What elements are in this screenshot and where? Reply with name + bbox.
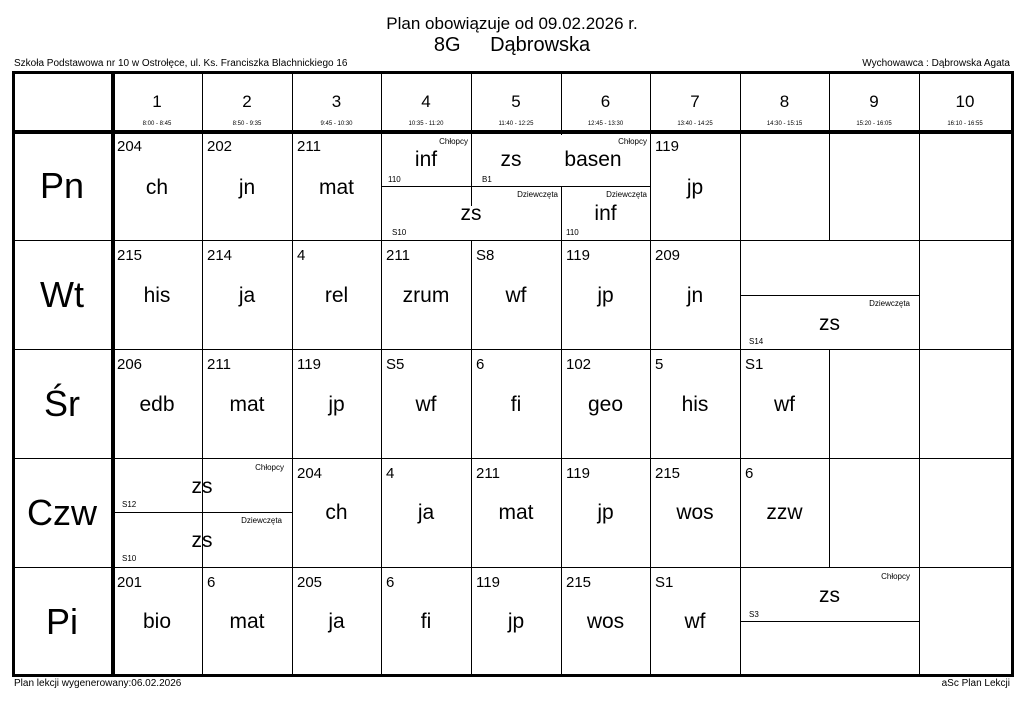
day-column-divider <box>111 71 115 677</box>
lesson-room: 4 <box>297 247 306 264</box>
lesson-subject: ch <box>325 501 348 524</box>
lesson-subject: inf <box>414 148 438 171</box>
lesson-room: 211 <box>297 138 321 155</box>
day-label-tuesday: Wt <box>40 274 84 315</box>
lesson-room: S10 <box>392 228 407 237</box>
lesson-subject: zzw <box>766 501 803 524</box>
lesson-group: Dziewczęta <box>241 516 282 525</box>
lesson-room: 5 <box>655 356 664 373</box>
lesson-subject: jp <box>597 284 614 307</box>
lesson-subject: zs <box>191 529 213 552</box>
period-time: 10:35 - 11:20 <box>408 121 444 127</box>
lesson-subject: zs <box>500 148 522 171</box>
lesson-room: 119 <box>655 138 679 155</box>
lesson-subject: wf <box>415 393 437 416</box>
period-time: 16:10 - 16:55 <box>947 121 983 127</box>
lesson-room: 215 <box>566 574 592 591</box>
lesson-room: S12 <box>122 500 137 509</box>
period-number: 6 <box>600 92 611 111</box>
lesson-room: 110 <box>388 175 401 184</box>
lesson-room: 211 <box>476 465 500 482</box>
period-number: 3 <box>331 92 342 111</box>
lesson-room: 209 <box>655 247 681 264</box>
day-label-friday: Pi <box>45 601 78 642</box>
lesson-subject: jp <box>328 393 345 416</box>
class-teacher-name: Dąbrowska <box>490 34 591 56</box>
lesson-subject: wos <box>676 501 714 524</box>
day-label-thursday: Czw <box>27 492 97 533</box>
lesson-subject: ch <box>145 176 169 199</box>
period-time: 15:20 - 16:05 <box>856 121 892 127</box>
lesson-subject: his <box>681 393 709 416</box>
lesson-subject: jn <box>238 176 256 199</box>
lesson-room: 119 <box>297 356 321 373</box>
lesson-room: 215 <box>655 465 681 482</box>
class-name: 8G <box>433 34 461 56</box>
lesson-subject: his <box>143 284 171 307</box>
lesson-room: 204 <box>117 138 143 155</box>
day-label-wednesday: Śr <box>44 383 80 424</box>
lesson-room: 215 <box>117 247 143 264</box>
lesson-room: 211 <box>386 247 410 264</box>
lesson-room: 119 <box>476 574 500 591</box>
lesson-room: 6 <box>207 574 216 591</box>
lesson-room: 211 <box>207 356 231 373</box>
lesson-subject: mat <box>498 501 534 524</box>
lesson-subject: ja <box>328 610 345 633</box>
lesson-room: 206 <box>117 356 143 373</box>
lesson-group: Dziewczęta <box>869 299 910 308</box>
period-time: 8:00 - 8:45 <box>142 121 172 127</box>
lesson-group: Chłopcy <box>618 137 647 146</box>
period-time: 9:45 - 10:30 <box>320 121 353 127</box>
lesson-subject: bio <box>142 610 172 633</box>
lesson-room: 119 <box>566 247 590 264</box>
lesson-room: 204 <box>297 465 323 482</box>
lesson-subject: wos <box>586 610 625 633</box>
lesson-subject: wf <box>684 610 706 633</box>
lesson-subject-secondary: basen <box>564 148 622 171</box>
brand-label: aSc Plan Lekcji <box>941 678 1010 689</box>
lesson-subject: jp <box>507 610 525 633</box>
lesson-subject: wf <box>505 284 527 307</box>
lesson-subject: ja <box>417 501 435 524</box>
tutor-info: Wychowawca : Dąbrowska Agata <box>862 58 1010 69</box>
lesson-subject: jn <box>686 284 704 307</box>
period-number: 10 <box>955 92 975 111</box>
period-time: 13:40 - 14:25 <box>677 121 713 127</box>
lesson-room: S10 <box>122 554 137 563</box>
generated-note: Plan lekcji wygenerowany:06.02.2026 <box>14 678 182 689</box>
lesson-room: 202 <box>207 138 233 155</box>
lesson-subject: jp <box>686 176 704 199</box>
lesson-subject: zs <box>819 312 840 335</box>
lesson-subject: mat <box>229 393 265 416</box>
lesson-subject: jp <box>597 501 614 524</box>
lesson-room: 4 <box>386 465 395 482</box>
lesson-room: B1 <box>482 175 492 184</box>
lesson-room: 6 <box>476 356 485 373</box>
lesson-subject: fi <box>510 393 522 416</box>
lesson-subject: zs <box>460 202 482 225</box>
lesson-subject: ja <box>238 284 256 307</box>
lesson-room: 102 <box>566 356 592 373</box>
period-number: 4 <box>421 92 431 111</box>
lesson-group: Dziewczęta <box>517 190 558 199</box>
period-number: 2 <box>242 92 252 111</box>
lesson-group: Chłopcy <box>439 137 468 146</box>
day-label-monday: Pn <box>39 165 85 206</box>
lesson-subject: edb <box>139 393 175 416</box>
lesson-subject: inf <box>594 202 617 225</box>
lesson-room: 110 <box>566 228 579 237</box>
period-time: 8:50 - 9:35 <box>232 121 262 127</box>
class-heading <box>0 34 1024 57</box>
lesson-group: Chłopcy <box>255 463 284 472</box>
plan-validity-title: Plan obowiązuje od 09.02.2026 r. <box>386 14 638 33</box>
lesson-room: 205 <box>297 574 323 591</box>
period-number: 8 <box>779 92 790 111</box>
period-number: 1 <box>152 92 162 111</box>
lesson-room: 119 <box>566 465 590 482</box>
lesson-subject: rel <box>324 284 349 307</box>
school-address: Szkoła Podstawowa nr 10 w Ostrołęce, ul. Ks. Franciszka Blachnickiego 16 <box>14 58 348 69</box>
lesson-subject: fi <box>420 610 432 633</box>
period-number: 9 <box>869 92 879 111</box>
lesson-room: 214 <box>207 247 233 264</box>
lesson-subject: mat <box>318 176 354 199</box>
period-time: 14:30 - 15:15 <box>766 121 803 127</box>
lesson-subject: zs <box>191 475 213 498</box>
lesson-subject: mat <box>229 610 265 633</box>
header-row-divider <box>12 130 1014 134</box>
lesson-subject: zrum <box>402 284 450 307</box>
lesson-room: S1 <box>745 356 764 373</box>
lesson-room: S3 <box>749 610 759 619</box>
lesson-room: S8 <box>476 247 495 264</box>
lesson-room: 6 <box>745 465 754 482</box>
lesson-group: Dziewczęta <box>606 190 647 199</box>
lesson-subject: zs <box>819 584 840 607</box>
period-number: 7 <box>690 92 700 111</box>
lesson-subject: wf <box>774 393 795 416</box>
period-time: 12:45 - 13:30 <box>587 121 624 127</box>
lesson-room: S14 <box>749 337 764 346</box>
lesson-room: 6 <box>386 574 395 591</box>
lesson-subject: geo <box>587 393 624 416</box>
lesson-room: S5 <box>386 356 405 373</box>
period-time: 11:40 - 12:25 <box>498 121 534 127</box>
period-number: 5 <box>511 92 521 111</box>
lesson-group: Chłopcy <box>881 572 910 581</box>
lesson-room: S1 <box>655 574 674 591</box>
lesson-room: 201 <box>117 574 143 591</box>
